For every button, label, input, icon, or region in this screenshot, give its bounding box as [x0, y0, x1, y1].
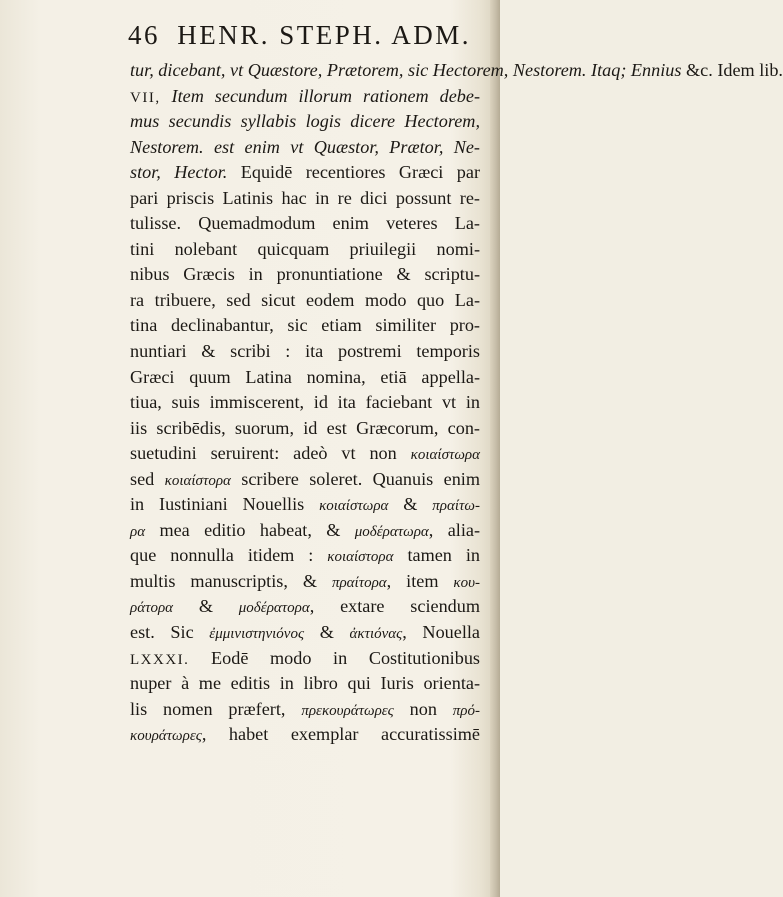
text-segment: lis nomen præfert, — [130, 698, 302, 719]
text-line — [130, 492, 480, 518]
text-segment: mus secundis syllabis logis dicere Hectorem, — [130, 111, 480, 132]
text-line — [130, 288, 480, 314]
running-header — [128, 20, 478, 56]
text-segment: que nonnulla itidem : — [130, 545, 328, 566]
text-segment: , extare sciendum — [309, 596, 480, 617]
text-segment: tulisse. Quemadmodum enim veteres La- — [130, 213, 480, 234]
greek-word: μοδέρατορα — [238, 600, 310, 617]
text-segment: & — [304, 622, 350, 643]
text-segment: scribere soleret. Quanuis enim — [230, 468, 480, 489]
text-segment: nibus Græcis in pronuntiatione & scriptu- — [130, 264, 480, 285]
text-segment: Eodē modo in Costitutionibus — [189, 647, 480, 668]
page-edge — [490, 0, 500, 897]
text-line — [130, 467, 480, 493]
text-segment: , Nouella — [402, 622, 481, 643]
text-segment: & — [388, 494, 433, 515]
greek-word: κοιαίστωρα — [319, 498, 389, 515]
page-number: 46 — [128, 20, 160, 50]
running-title: HENR. STEPH. ADM. — [177, 20, 472, 50]
text-line — [130, 58, 783, 84]
greek-word: πραίτω- — [432, 498, 480, 515]
greek-word: πραίτορα — [331, 574, 387, 591]
text-line — [130, 135, 480, 161]
text-segment: multis manuscriptis, & — [130, 570, 332, 591]
text-line — [130, 594, 480, 620]
greek-word: ράτορα — [130, 600, 174, 617]
text-segment: , item — [386, 570, 454, 591]
text-line — [130, 237, 480, 263]
greek-word: ρα — [130, 523, 146, 540]
text-segment: tur, dicebant, vt Quæstore, Prætorem, sic Hectorem, Nestorem. Itaq; Ennius — [130, 60, 682, 80]
text-line — [130, 722, 480, 748]
greek-word: ἀκτιόνας — [349, 626, 403, 643]
text-segment: tamen in — [393, 545, 480, 566]
text-line — [130, 211, 480, 237]
text-segment: mea editio habeat, & — [145, 519, 355, 540]
text-segment: Item secundum illorum rationem debe- — [160, 85, 480, 106]
text-line — [130, 262, 480, 288]
text-line — [130, 160, 480, 186]
text-segment: VII, — [130, 89, 161, 106]
text-segment: Nestorem. est enim vt Quæstor, Prætor, Ne- — [130, 136, 480, 157]
text-segment: sed — [130, 468, 165, 489]
text-segment: tina declinabantur, sic etiam similiter pro- — [130, 315, 480, 336]
text-segment: tiua, suis immiscerent, id ita faciebant vt in — [130, 392, 480, 413]
text-segment: suetudini seruirent: adeò vt non — [130, 443, 411, 464]
text-segment: nuntiari & scribi : ita postremi temporis — [130, 341, 480, 362]
text-segment: &c. Idem lib. — [681, 60, 783, 80]
greek-word: πρό- — [452, 702, 480, 719]
text-line — [130, 543, 480, 569]
greek-word: κοιαίστωρα — [410, 447, 480, 464]
text-segment: ra tribuere, sed sicut eodem modo quo La- — [130, 289, 480, 310]
text-line — [130, 313, 480, 339]
greek-word: κου- — [453, 574, 481, 591]
text-segment: & — [173, 596, 239, 617]
text-line — [130, 365, 480, 391]
text-line — [130, 671, 480, 697]
text-line — [130, 390, 480, 416]
text-segment: est. Sic — [130, 622, 210, 643]
text-segment: non — [393, 698, 453, 719]
greek-word: κουράτωρες — [130, 728, 202, 745]
text-line — [130, 441, 480, 467]
text-segment: iis scribēdis, suorum, id est Græcorum, con- — [130, 417, 480, 438]
text-line — [130, 646, 480, 672]
text-line — [130, 109, 480, 135]
greek-word: μοδέρατωρα — [354, 523, 429, 540]
text-line — [130, 339, 480, 365]
text-segment: pari priscis Latinis hac in re dici possunt re- — [130, 187, 480, 208]
greek-word: κοιαίστορα — [327, 549, 394, 566]
text-line — [130, 697, 480, 723]
text-line — [130, 569, 480, 595]
greek-word: κοιαίστορα — [164, 472, 231, 489]
body-text — [130, 58, 783, 748]
text-line — [130, 84, 480, 110]
greek-word: ἐμμινιστηνιόνος — [209, 626, 305, 643]
text-line — [130, 416, 480, 442]
text-segment: tini nolebant quicquam priuilegii nomi- — [130, 238, 480, 259]
text-segment: in Iustiniani Nouellis — [130, 494, 320, 515]
text-segment: LXXXI. — [130, 651, 190, 668]
text-line — [130, 186, 480, 212]
text-segment: nuper à me editis in libro qui Iuris orienta- — [130, 673, 480, 694]
text-segment: , habet exemplar accuratissimē — [201, 724, 480, 745]
text-line — [130, 518, 480, 544]
text-segment: , alia- — [428, 519, 480, 540]
text-segment: Græci quum Latina nomina, etiā appella- — [130, 366, 480, 387]
text-segment: stor, Hector. — [130, 162, 228, 183]
greek-word: πρεκουράτωρες — [301, 702, 394, 719]
text-line — [130, 620, 480, 646]
text-segment: Equidē recentiores Græci par — [227, 162, 480, 183]
